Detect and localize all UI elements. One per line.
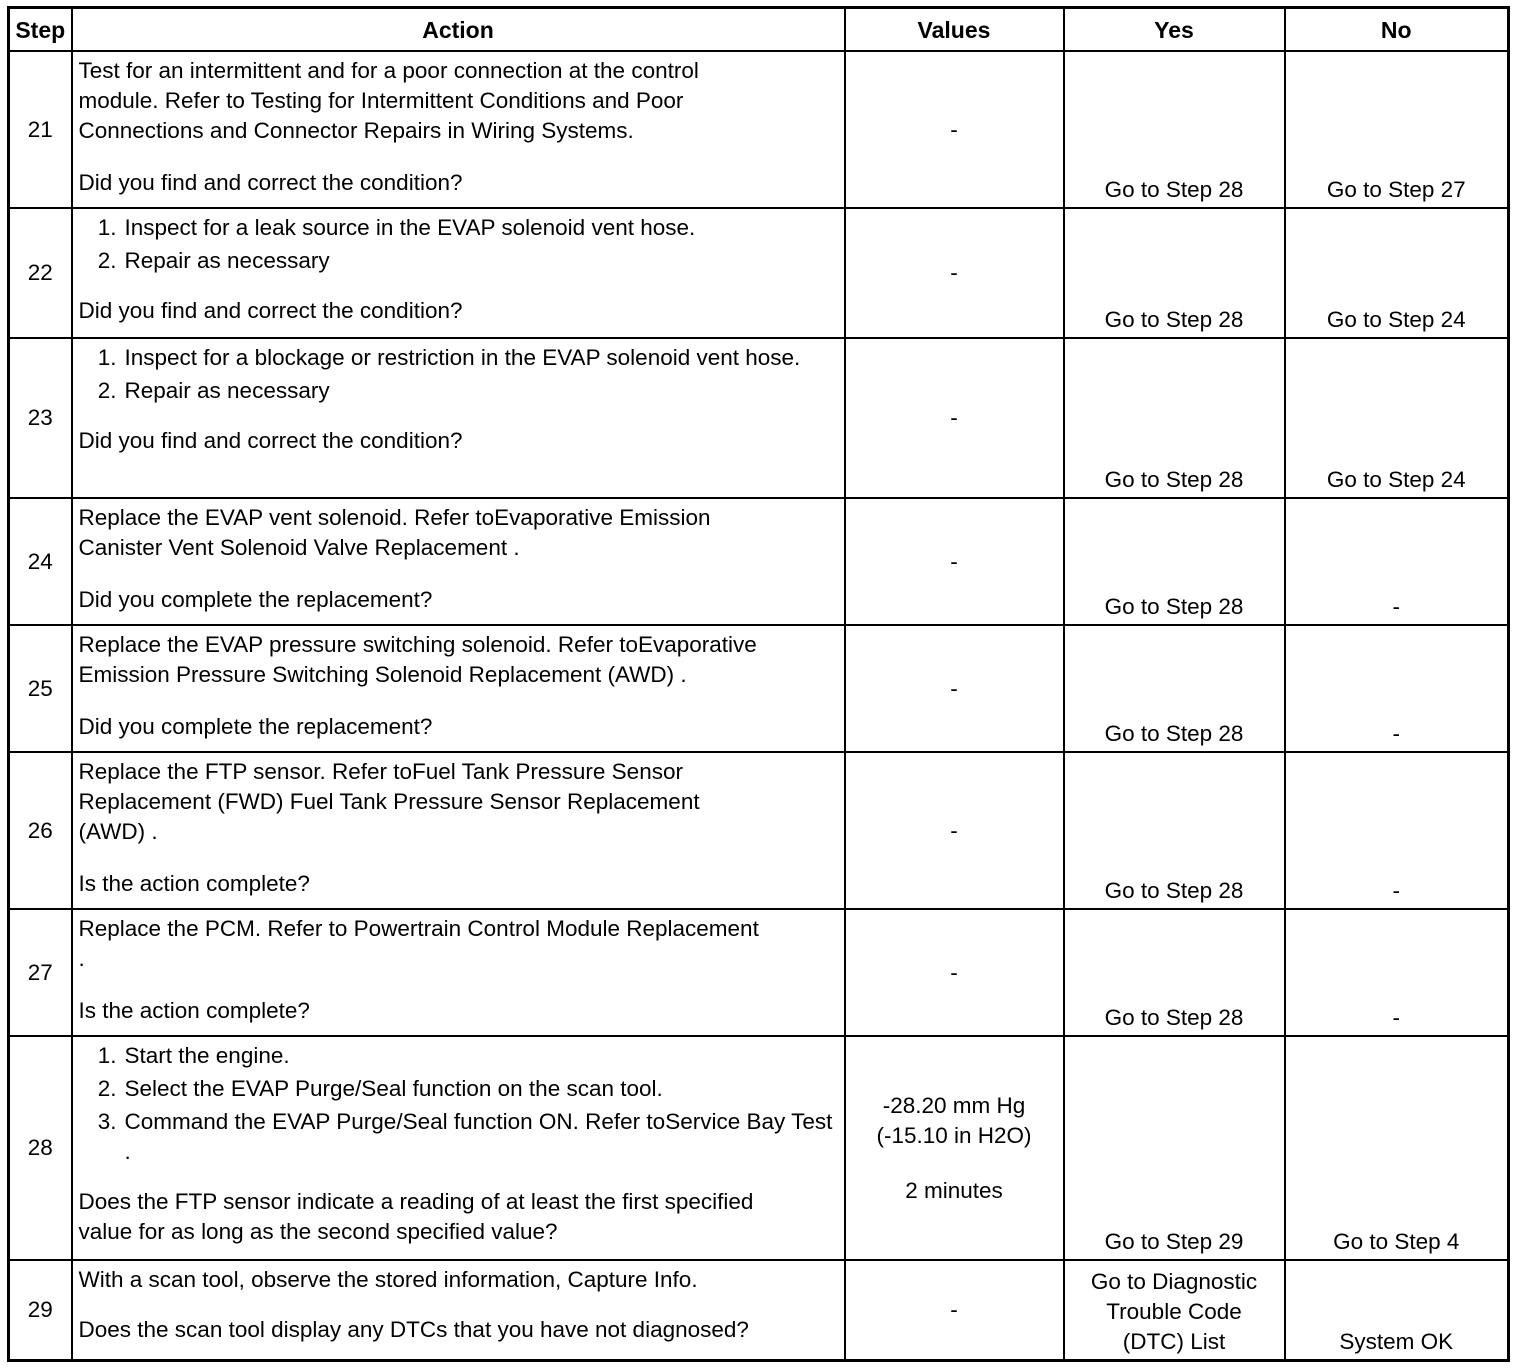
- action-cell: [72, 1036, 845, 1260]
- list-item: 1. Start the engine.: [97, 1043, 290, 1068]
- value-duration: 2 minutes: [905, 1177, 1003, 1203]
- step-number: 21: [9, 51, 72, 208]
- table-row: [9, 625, 1509, 752]
- action-cell: [72, 338, 845, 498]
- values-cell: -: [845, 752, 1064, 909]
- list-item: 2. Repair as necessary: [97, 248, 330, 273]
- list-item: 3. Command the EVAP Purge/Seal function ON. Refer toService Bay Test .: [97, 1109, 833, 1164]
- action-cell: [72, 51, 845, 208]
- step-number: 25: [9, 625, 72, 752]
- no-cell: Go to Step 4: [1285, 1036, 1509, 1260]
- step-number: 28: [9, 1036, 72, 1260]
- action-question: Does the FTP sensor indicate a reading of at least the first specified value for as long as the second specified value?: [78, 1189, 754, 1244]
- action-question: Did you find and correct the condition?: [78, 298, 463, 323]
- no-cell: Go to Step 27: [1285, 51, 1509, 208]
- action-cell: [72, 498, 845, 625]
- action-question: Is the action complete?: [78, 998, 310, 1023]
- diagnostic-table: [7, 6, 1510, 1362]
- values-cell: -: [845, 338, 1064, 498]
- action-question: Did you find and correct the condition?: [78, 428, 463, 453]
- yes-cell: Go to Step 29: [1064, 1036, 1285, 1260]
- action-question: Did you complete the replacement?: [78, 714, 433, 739]
- no-cell: System OK: [1285, 1260, 1509, 1360]
- header-values: Values: [845, 8, 1064, 52]
- table-row: [9, 51, 1509, 208]
- action-question: Is the action complete?: [78, 871, 310, 896]
- step-number: 27: [9, 909, 72, 1036]
- action-cell: [72, 909, 845, 1036]
- step-number: 22: [9, 208, 72, 338]
- action-cell: [72, 625, 845, 752]
- action-question: Did you complete the replacement?: [78, 587, 433, 612]
- no-cell: -: [1285, 909, 1509, 1036]
- values-cell: -: [845, 1260, 1064, 1360]
- action-text: With a scan tool, observe the stored information, Capture Info.: [78, 1267, 698, 1292]
- yes-cell: Go to Step 28: [1064, 752, 1285, 909]
- no-cell: Go to Step 24: [1285, 208, 1509, 338]
- action-cell: [72, 208, 845, 338]
- list-item: 1. Inspect for a leak source in the EVAP solenoid vent hose.: [97, 215, 696, 240]
- values-cell: [845, 1036, 1064, 1260]
- procedure-list: [79, 1041, 838, 1167]
- values-cell: -: [845, 208, 1064, 338]
- values-cell: -: [845, 625, 1064, 752]
- value-spacer: [846, 1151, 1063, 1176]
- values-cell: -: [845, 498, 1064, 625]
- yes-cell: Go to Step 28: [1064, 498, 1285, 625]
- table-row: [9, 498, 1509, 625]
- list-item: 2. Repair as necessary: [97, 378, 330, 403]
- action-question: Did you find and correct the condition?: [78, 170, 463, 195]
- values-cell: -: [845, 51, 1064, 208]
- action-text: Replace the EVAP vent solenoid. Refer toEvaporative Emission Canister Vent Solenoid Valve Replacement .: [78, 505, 711, 560]
- yes-cell: Go to Step 28: [1064, 51, 1285, 208]
- table-row: [9, 909, 1509, 1036]
- table-row: [9, 1260, 1509, 1360]
- value-pressure-alt: (-15.10 in H2O): [876, 1122, 1032, 1148]
- table-row: [9, 338, 1509, 498]
- step-number: 29: [9, 1260, 72, 1360]
- header-action: Action: [72, 8, 845, 52]
- step-number: 23: [9, 338, 72, 498]
- action-question: Does the scan tool display any DTCs that you have not diagnosed?: [78, 1317, 749, 1342]
- step-number: 26: [9, 752, 72, 909]
- action-cell: [72, 752, 845, 909]
- action-text: Test for an intermittent and for a poor connection at the control module. Refer to Testing for Intermittent Conditions and Poor Connections and Connector Repairs in Wiring Systems.: [78, 58, 699, 143]
- table-row: [9, 1036, 1509, 1260]
- no-cell: Go to Step 24: [1285, 338, 1509, 498]
- yes-cell: Go to Diagnostic Trouble Code (DTC) List: [1064, 1260, 1285, 1360]
- table-row: [9, 752, 1509, 909]
- no-cell: -: [1285, 625, 1509, 752]
- yes-cell: Go to Step 28: [1064, 208, 1285, 338]
- procedure-list: [79, 213, 838, 276]
- yes-cell: Go to Step 28: [1064, 909, 1285, 1036]
- action-cell: [72, 1260, 845, 1360]
- action-text: Replace the EVAP pressure switching solenoid. Refer toEvaporative Emission Pressure Switching Solenoid Replacement (AWD) .: [78, 632, 757, 687]
- header-row: [9, 8, 1509, 52]
- value-pressure: -28.20 mm Hg: [882, 1092, 1026, 1118]
- no-cell: -: [1285, 752, 1509, 909]
- values-cell: -: [845, 909, 1064, 1036]
- step-number: 24: [9, 498, 72, 625]
- header-step: Step: [9, 8, 72, 52]
- action-text: Replace the FTP sensor. Refer toFuel Tank Pressure Sensor Replacement (FWD) Fuel Tank Pressure Sensor Replacement (AWD) .: [78, 759, 700, 844]
- procedure-list: [79, 343, 838, 406]
- list-item: 1. Inspect for a blockage or restriction in the EVAP solenoid vent hose.: [97, 345, 801, 370]
- header-no: No: [1285, 8, 1509, 52]
- list-item: 2. Select the EVAP Purge/Seal function on the scan tool.: [97, 1076, 663, 1101]
- table-row: [9, 208, 1509, 338]
- action-text: Replace the PCM. Refer to Powertrain Control Module Replacement .: [78, 916, 759, 971]
- header-yes: Yes: [1064, 8, 1285, 52]
- yes-cell: Go to Step 28: [1064, 625, 1285, 752]
- yes-cell: Go to Step 28: [1064, 338, 1285, 498]
- no-cell: -: [1285, 498, 1509, 625]
